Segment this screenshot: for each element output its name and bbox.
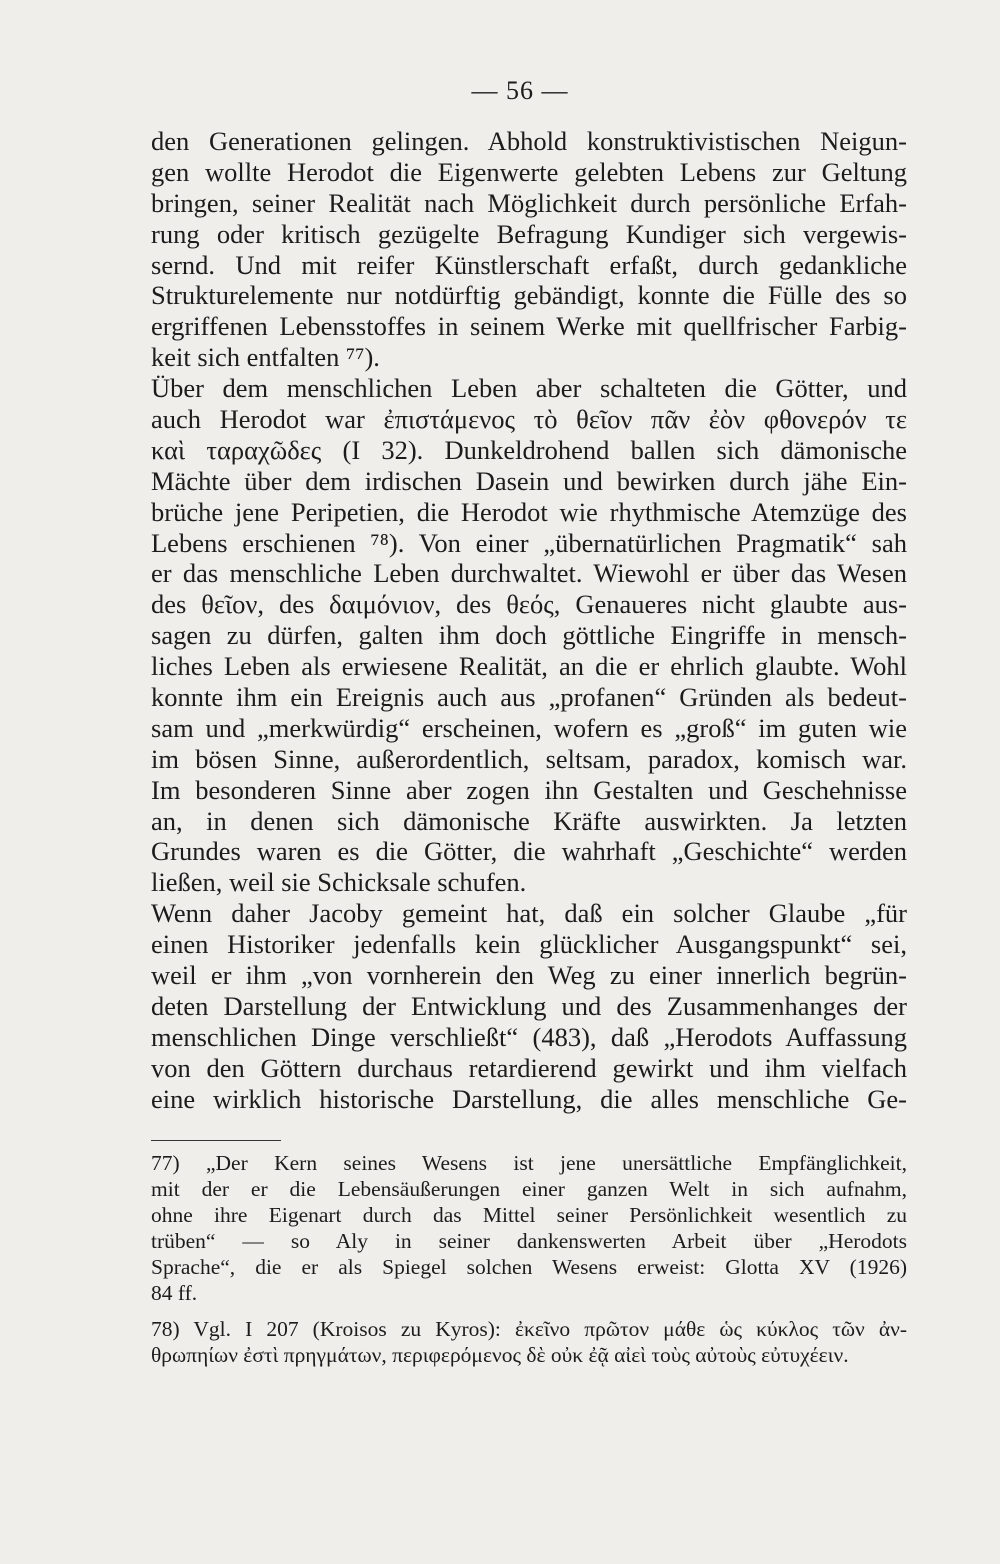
footnote-77-line: 77) „Der Kern seines Wesens ist jene unersättliche Empfänglichkeit, — [151, 1151, 907, 1175]
text-line: Wenn daher Jacoby gemeint hat, daß ein solcher Glaube „für — [151, 898, 907, 929]
footnote-77-line: trüben“ — so Aly in seiner dankenswerten Arbeit über „Herodots — [151, 1229, 907, 1253]
text-line: Strukturelemente nur notdürftig gebändigt, konnte die Fülle des so — [151, 280, 907, 311]
text-line: Im besonderen Sinne aber zogen ihn Gestalten und Geschehnisse — [151, 774, 907, 805]
text-line: Grundes waren es die Götter, die wahrhaft „Geschichte“ werden — [151, 836, 907, 867]
text-line: sernd. Und mit reifer Künstlerschaft erfaßt, durch gedankliche — [151, 249, 907, 280]
text-line: bringen, seiner Realität nach Möglichkeit durch persönliche Erfah- — [151, 187, 907, 218]
footnote-77-line: ohne ihre Eigenart durch das Mittel seiner Persönlichkeit wesentlich zu — [151, 1203, 907, 1227]
text-line: ergriffenen Lebensstoffes in seinem Werke mit quellfrischer Farbig- — [151, 311, 907, 342]
text-line: rung oder kritisch gezügelte Befragung Kundiger sich vergewis- — [151, 218, 907, 249]
text-line: im bösen Sinne, außerordentlich, seltsam, paradox, komisch war. — [151, 743, 907, 774]
page-number: — 56 — — [471, 76, 569, 105]
text-line: an, in denen sich dämonische Kräfte auswirkten. Ja letzten — [151, 805, 907, 836]
text-line: er das menschliche Leben durchwaltet. Wiewohl er über das Wesen — [151, 558, 907, 589]
main-text — [151, 126, 907, 1115]
text-line: einen Historiker jedenfalls kein glücklicher Ausgangspunkt“ sei, — [151, 929, 907, 960]
text-line: sagen zu dürfen, galten ihm doch göttliche Eingriffe in mensch- — [151, 620, 907, 651]
text-line: deten Darstellung der Entwicklung und des Zusammenhanges der — [151, 990, 907, 1021]
text-line: konnte ihm ein Ereignis auch aus „profanen“ Gründen als bedeut- — [151, 682, 907, 713]
text-line: καὶ ταραχῶδες (I 32). Dunkeldrohend ballen sich dämonische — [151, 434, 907, 465]
text-line: gen wollte Herodot die Eigenwerte gelebten Lebens zur Geltung — [151, 156, 907, 187]
text-line: Lebens erschienen ⁷⁸). Von einer „übernatürlichen Pragmatik“ sah — [151, 527, 907, 558]
text-line: liches Leben als erwiesene Realität, an die er ehrlich glaubte. Wohl — [151, 651, 907, 682]
text-line: von den Göttern durchaus retardierend gewirkt und ihm vielfach — [151, 1052, 907, 1083]
footnote-divider — [151, 1140, 281, 1141]
text-line: weil er ihm „von vornherein den Weg zu einer innerlich begrün- — [151, 960, 907, 991]
text-line: keit sich entfalten ⁷⁷). — [151, 342, 380, 373]
text-line: Über dem menschlichen Leben aber schalteten die Götter, und — [151, 373, 907, 404]
text-line: sam und „merkwürdig“ erscheinen, wofern es „groß“ im guten wie — [151, 712, 907, 743]
text-line: brüche jene Peripetien, die Herodot wie rhythmische Atemzüge des — [151, 496, 907, 527]
footnote-77-line: 84 ff. — [151, 1281, 198, 1305]
text-line: menschlichen Dinge verschließt“ (483), daß „Herodots Auffassung — [151, 1021, 907, 1052]
footnotes — [151, 1150, 907, 1368]
footnote-78-line: θρωπηίων ἐστὶ πρηγμάτων, περιφερόμενος δὲ οὐκ ἐᾷ αἰεὶ τοὺς αὐτοὺς εὐτυχέειν. — [151, 1343, 849, 1367]
footnote-78-line: 78) Vgl. I 207 (Kroisos zu Kyros): ἐκεῖνο πρῶτον μάθε ὡς κύκλος τῶν ἀν- — [151, 1317, 907, 1341]
text-line: Mächte über dem irdischen Dasein und bewirken durch jähe Ein- — [151, 465, 907, 496]
text-line: des θεῖον, des δαιμόνιον, des θεός, Genaueres nicht glaubte aus- — [151, 589, 907, 620]
text-line: ließen, weil sie Schicksale schufen. — [151, 867, 527, 898]
text-line: eine wirklich historische Darstellung, die alles menschliche Ge- — [151, 1083, 907, 1114]
text-line: auch Herodot war ἐπιστάμενος τὸ θεῖον πᾶν ἐὸν φθονερόν τε — [151, 404, 907, 435]
footnote-77-line: Sprache“, die er als Spiegel solchen Wesens erweist: Glotta XV (1926) — [151, 1255, 907, 1279]
text-line: den Generationen gelingen. Abhold konstruktivistischen Neigun- — [151, 126, 907, 156]
footnote-77-line: mit der er die Lebensäußerungen einer ganzen Welt in sich aufnahm, — [151, 1177, 907, 1201]
